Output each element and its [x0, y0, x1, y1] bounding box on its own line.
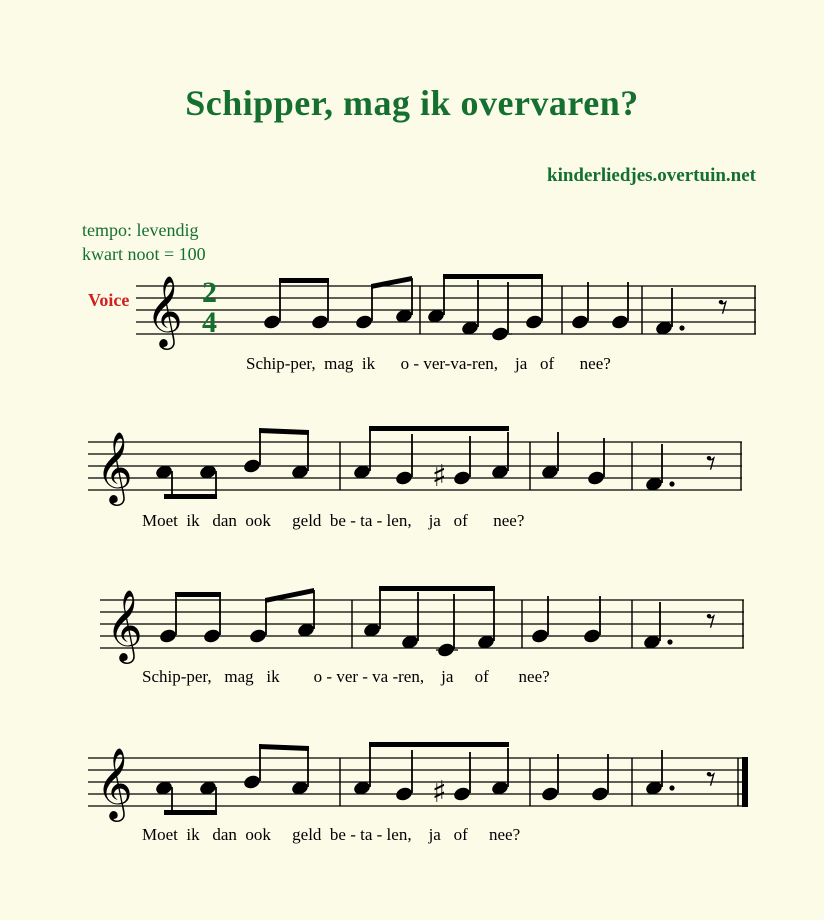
notes-measure-4	[654, 285, 728, 336]
music-system-1	[0, 248, 824, 418]
notes-measure-3	[570, 282, 629, 330]
svg-text:𝄞: 𝄞	[106, 588, 143, 661]
svg-text:𝄞: 𝄞	[96, 746, 133, 819]
staff-lines-1	[0, 248, 824, 368]
svg-text:𝄾: 𝄾	[718, 285, 729, 329]
notes-measure-3	[540, 754, 609, 802]
notes-measure-2	[352, 742, 509, 810]
website-credit: kinderliedjes.overtuin.net	[547, 165, 756, 186]
lyrics-line-2: Moet ik dan ook geld be - ta - len, ja of nee?	[142, 511, 525, 530]
lyrics-line-3: Schip-per, mag ik o - ver - va -ren, ja of nee?	[142, 667, 550, 686]
svg-text:𝄾: 𝄾	[706, 757, 717, 801]
music-system-2	[0, 404, 824, 574]
lyrics-line-4: Moet ik dan ook geld be - ta - len, ja of nee?	[142, 825, 521, 844]
tempo-line-1: tempo: levendig	[82, 220, 199, 240]
notes-measure-3	[530, 596, 601, 644]
lyrics-line-1: Schip-per, mag ik o - ver-va-ren, ja of nee?	[246, 354, 611, 373]
sharp-accidental-icon	[432, 775, 447, 810]
notes-measure-1	[154, 428, 309, 499]
music-system-3	[0, 562, 824, 732]
svg-text:𝄾: 𝄾	[706, 599, 717, 643]
svg-text:𝄞: 𝄞	[146, 274, 183, 347]
staff-lines-3	[0, 562, 824, 682]
page-title: Schipper, mag ik overvaren?	[185, 83, 639, 123]
notes-measure-2	[426, 274, 543, 342]
staff-lines-4	[0, 720, 824, 840]
notes-measure-4	[644, 441, 716, 492]
svg-text:2: 2	[202, 276, 217, 309]
tempo-line-2: kwart noot = 100	[82, 244, 206, 265]
sharp-accidental-icon	[432, 459, 447, 494]
voice-part-label: Voice	[88, 290, 130, 310]
notes-measure-4	[642, 599, 716, 650]
music-system-4	[0, 720, 824, 890]
svg-text:♯: ♯	[432, 775, 447, 810]
svg-text:𝄞: 𝄞	[96, 430, 133, 503]
svg-text:♯: ♯	[432, 459, 447, 494]
notes-measure-1	[154, 744, 309, 815]
notes-measure-2	[352, 426, 509, 494]
svg-text:𝄾: 𝄾	[706, 441, 717, 485]
staff-lines-2	[0, 404, 824, 524]
svg-text:4: 4	[202, 306, 217, 339]
